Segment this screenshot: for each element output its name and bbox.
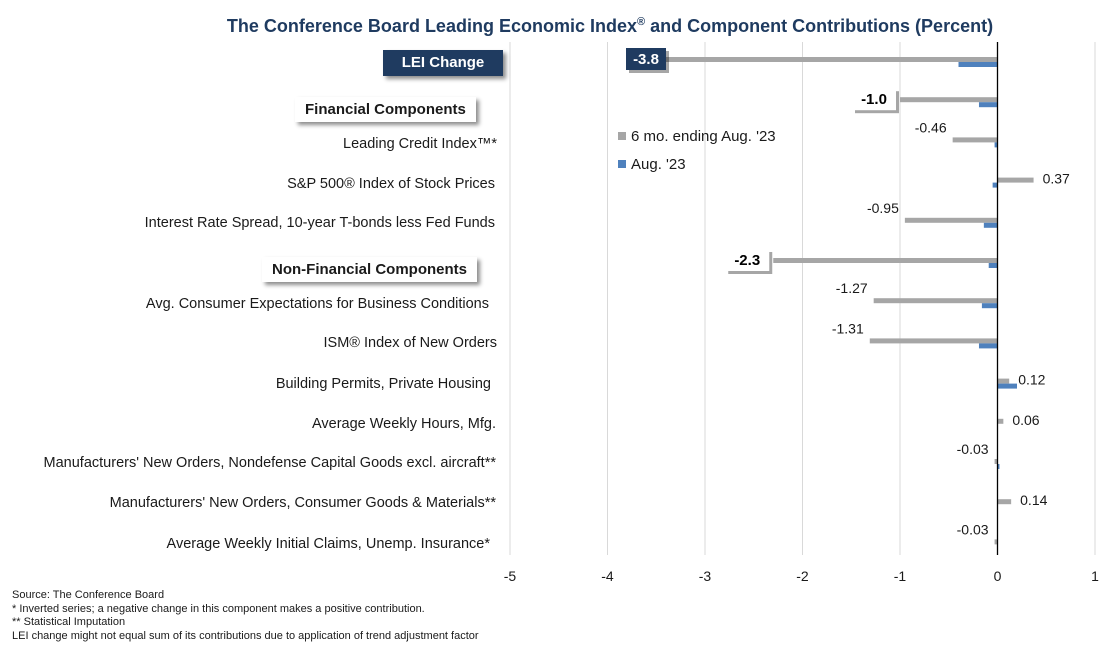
bar-6mo	[870, 338, 998, 343]
value-label: 0.37	[1042, 170, 1070, 187]
chart-title-suffix: and Component Contributions (Percent)	[645, 16, 994, 36]
value-label: -0.46	[914, 119, 947, 136]
bar-aug	[979, 102, 998, 107]
legend-swatch-blue	[618, 160, 626, 168]
bar-aug	[982, 303, 998, 308]
value-label: -0.03	[956, 521, 989, 538]
legend-label-aug: Aug. '23	[631, 156, 686, 173]
legend	[618, 123, 776, 179]
registered-mark: ®	[636, 16, 646, 28]
legend-item-6mo	[618, 123, 776, 151]
bar-6mo	[998, 419, 1004, 424]
label-ism-new-orders: ISM® Index of New Orders	[323, 335, 497, 351]
bar-6mo	[900, 97, 998, 102]
x-tick-label: -5	[503, 568, 517, 584]
legend-swatch-gray	[618, 132, 626, 140]
bar-aug	[959, 62, 998, 67]
value-label: -1.27	[835, 280, 868, 297]
value-label: -0.95	[866, 199, 899, 216]
bar-aug	[998, 384, 1018, 389]
value-label: 0.14	[1020, 492, 1048, 509]
bar-aug	[979, 343, 998, 348]
bar-6mo	[874, 298, 998, 303]
value-label: -0.03	[956, 441, 989, 457]
label-consumer-goods: Manufacturers' New Orders, Consumer Goods & Materials**	[109, 495, 496, 511]
value-label: 0.12	[1018, 371, 1046, 388]
chart-title-text: The Conference Board Leading Economic Index	[226, 16, 637, 36]
x-tick-label: 0	[993, 568, 1002, 584]
value-label: -3.8	[633, 51, 659, 68]
x-tick-label: -1	[893, 568, 907, 584]
x-tick-label: -4	[601, 568, 614, 584]
bar-aug	[989, 263, 998, 268]
bar-6mo	[773, 258, 997, 263]
footer-note-trend: LEI change might not equal sum of its contributions due to application of trend adjustment factor	[12, 629, 479, 642]
x-tick-label: -2	[796, 568, 809, 584]
value-label: -1.0	[861, 91, 887, 109]
bar-6mo	[905, 218, 998, 223]
label-building-permits: Building Permits, Private Housing	[275, 376, 491, 392]
value-label: -2.3	[734, 252, 761, 269]
footer-source: Source: The Conference Board	[12, 589, 165, 601]
footer-note-inverted: * Inverted series; a negative change in this component makes a positive contribution.	[12, 602, 425, 615]
bar-6mo	[998, 178, 1034, 183]
label-consumer-expectations: Avg. Consumer Expectations for Business Conditions	[145, 296, 489, 312]
label-sp500: S&P 500® Index of Stock Prices	[287, 176, 495, 192]
legend-label-6mo: 6 mo. ending Aug. '23	[631, 128, 776, 145]
footer-note-imputation: ** Statistical Imputation	[12, 616, 126, 628]
value-label: -1.31	[831, 320, 864, 337]
non-financial-components-label: Non-Financial Components	[262, 257, 477, 282]
legend-item-aug	[618, 151, 776, 179]
bar-6mo	[998, 379, 1010, 384]
financial-components-label: Financial Components	[295, 97, 476, 122]
label-leading-credit-index: Leading Credit Index™*	[343, 136, 497, 152]
footer-notes	[12, 589, 479, 643]
lei-change-label: LEI Change	[383, 50, 503, 76]
bar-aug	[984, 223, 998, 228]
bar-6mo	[998, 499, 1012, 504]
value-label: 0.06	[1012, 411, 1040, 428]
bar-aug	[993, 183, 998, 188]
label-interest-rate-spread: Interest Rate Spread, 10-year T-bonds less Fed Funds	[144, 215, 495, 231]
label-capital-goods: Manufacturers' New Orders, Nondefense Capital Goods excl. aircraft**	[43, 455, 496, 471]
label-initial-claims: Average Weekly Initial Claims, Unemp. Insurance*	[166, 536, 490, 552]
x-tick-label: -3	[698, 568, 712, 584]
bar-6mo	[627, 57, 998, 62]
label-weekly-hours: Average Weekly Hours, Mfg.	[311, 416, 496, 432]
bar-6mo	[953, 137, 998, 142]
x-tick-label: 1	[1091, 568, 1099, 584]
